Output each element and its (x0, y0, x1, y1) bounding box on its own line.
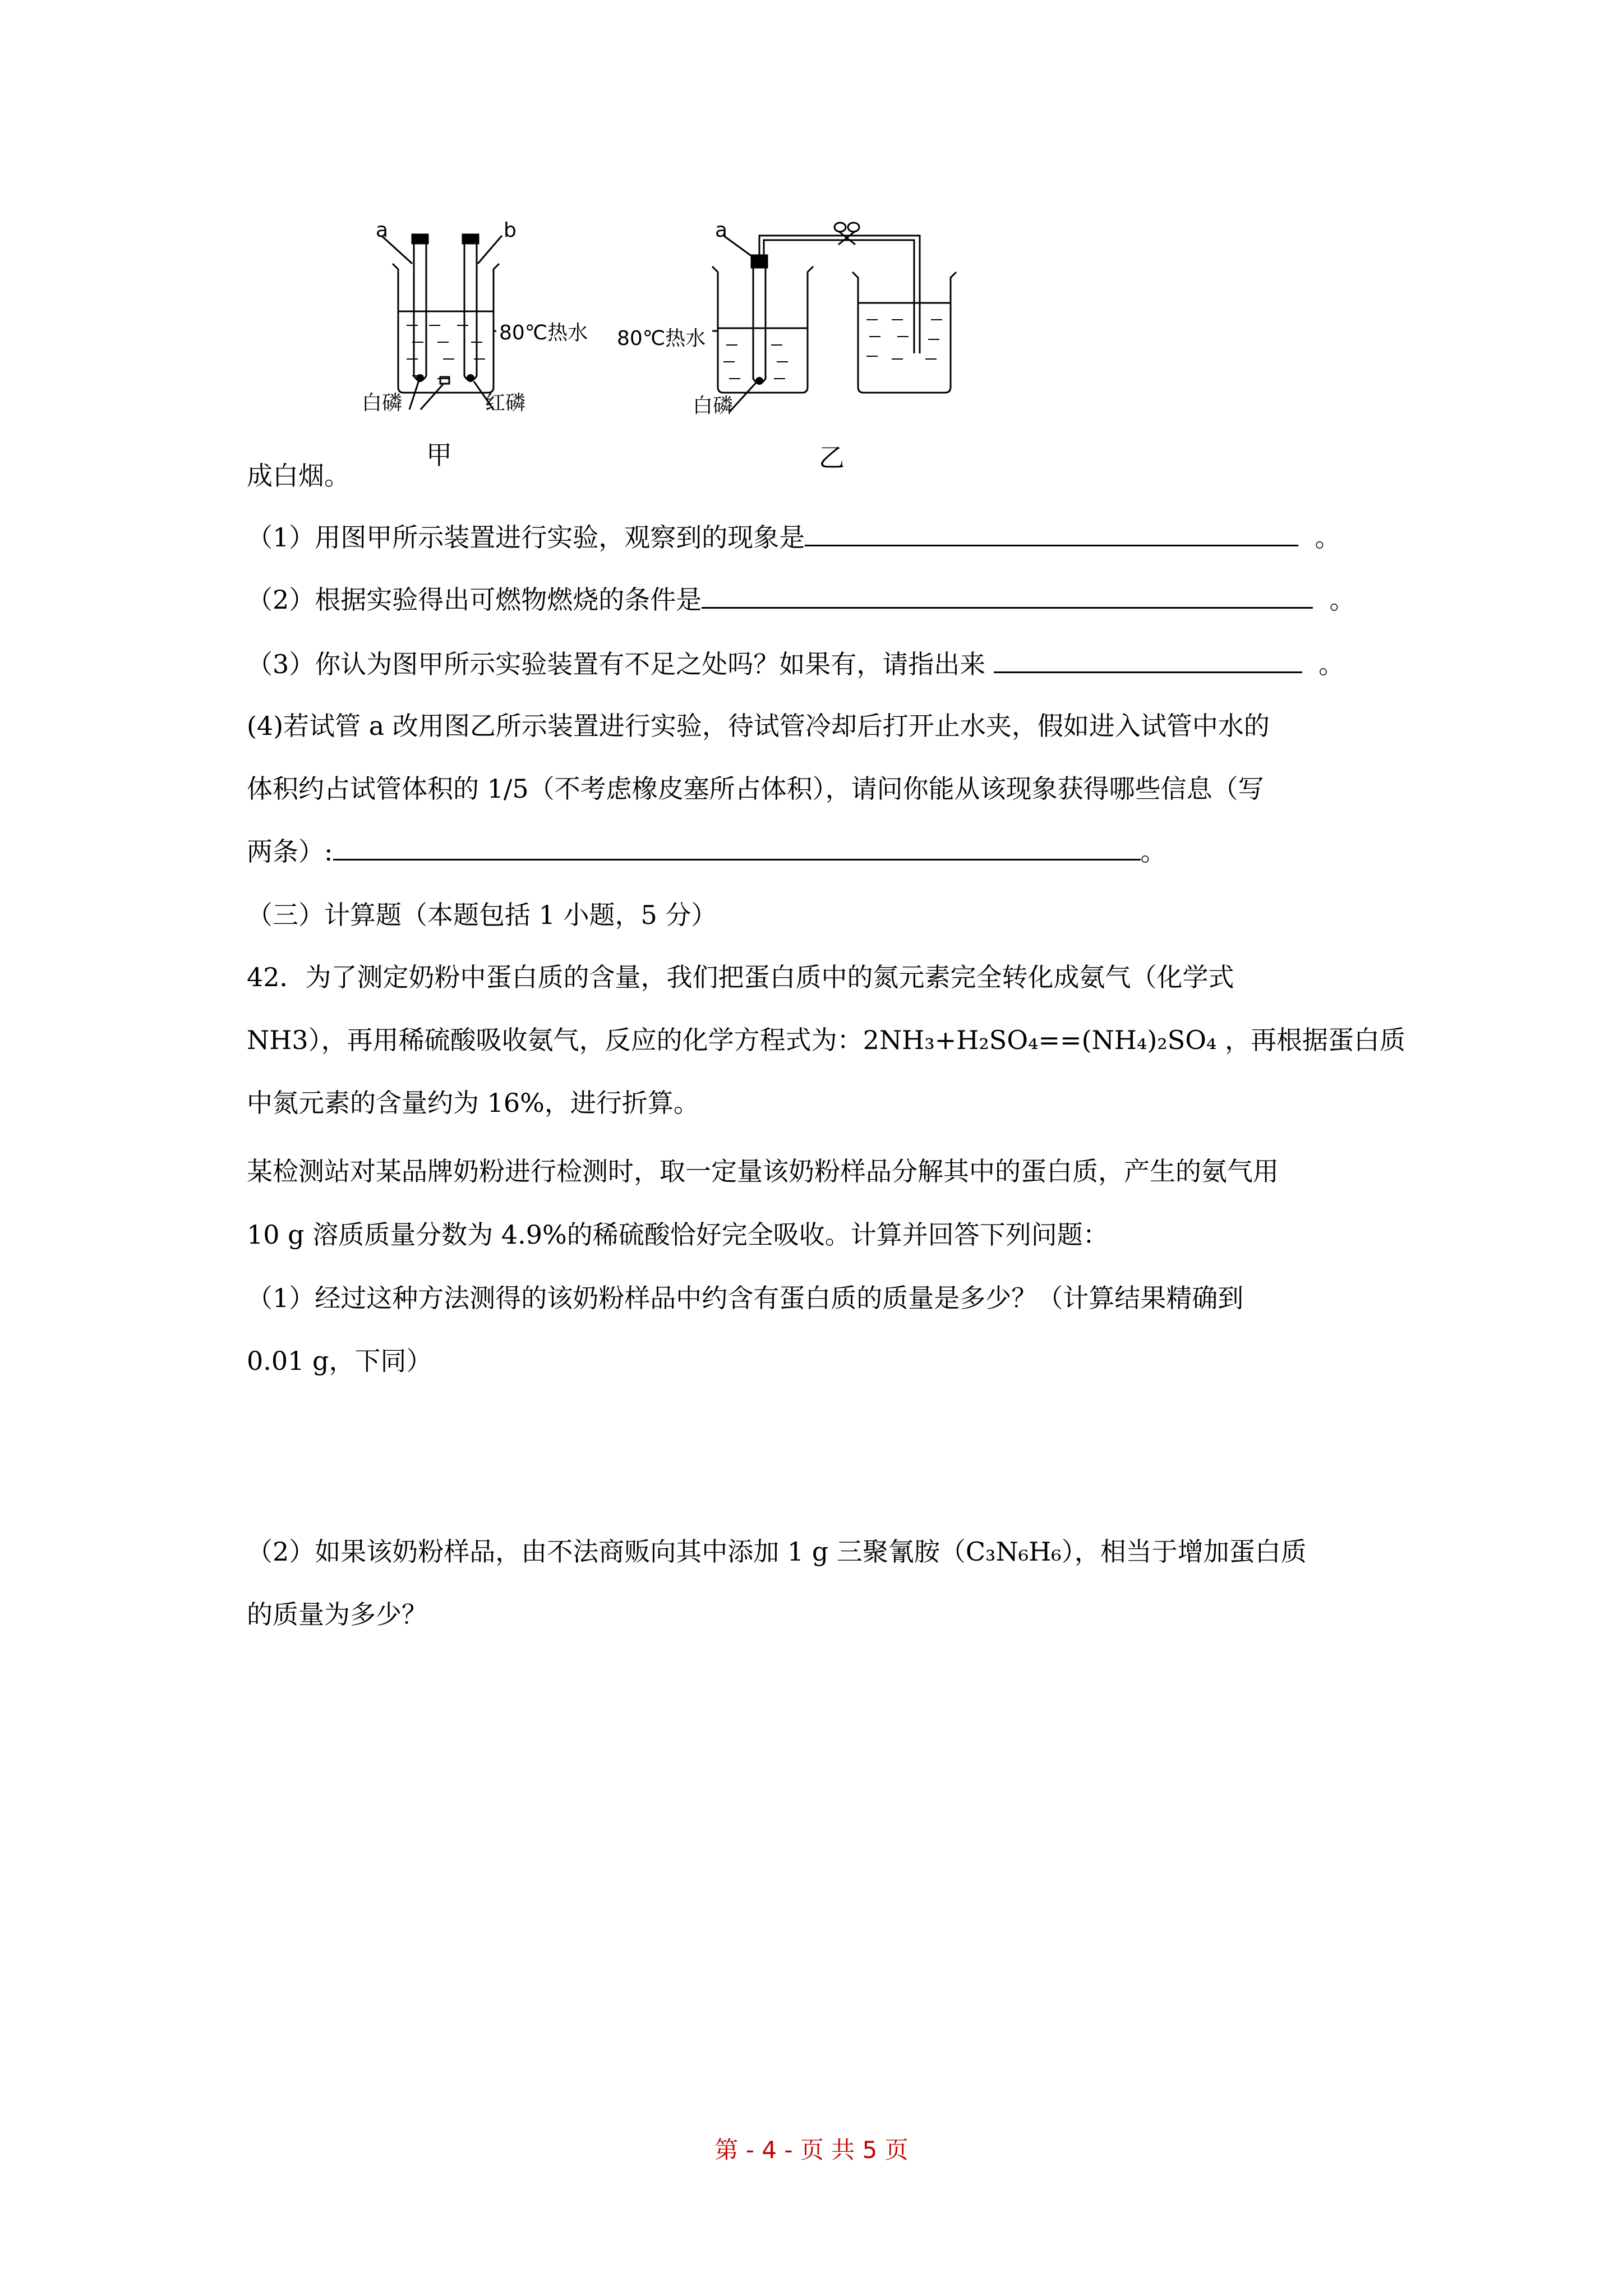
question-2 (247, 579, 1355, 616)
answer-blank-4[interactable] (333, 833, 1141, 861)
question-42-line-d: 某检测站对某品牌奶粉进行检测时，取一定量该奶粉样品分解其中的蛋白质，产生的氨气用 (247, 1156, 1279, 1186)
question-42-part-2-line-b: 的质量为多少？ (247, 1599, 427, 1630)
question-42-line-b (247, 1020, 1405, 1057)
jia-tube-a-label: a (376, 219, 389, 242)
answer-blank-1[interactable] (805, 519, 1298, 546)
jia-white-phosphorus-label: 白磷 (362, 392, 403, 415)
question-42-part-2-text-2: ），相当于增加蛋白质 (1061, 1536, 1307, 1567)
question-42-part-1-line-b: 0.01 g，下同） (247, 1346, 432, 1376)
question-3-end: 。 (1318, 649, 1345, 679)
question-4-line-a: (4)若试管 a 改用图乙所示装置进行实验，待试管冷却后打开止水夹，假如进入试管中水的 (247, 711, 1270, 741)
answer-blank-3[interactable] (994, 646, 1302, 673)
question-42-line-a: 42．为了测定奶粉中蛋白质的含量，我们把蛋白质中的氮元素完全转化成氨气（化学式 (247, 962, 1234, 992)
melamine-formula: C₃N₆H₆ (965, 1536, 1062, 1567)
answer-blank-2[interactable] (702, 581, 1313, 609)
question-42-text-b1: NH3），再用稀硫酸吸收氨气，反应的化学方程式为： (247, 1025, 863, 1055)
question-1-end: 。 (1315, 522, 1341, 553)
chemical-equation: 2NH₃+H₂SO₄==(NH₄)₂SO₄ (863, 1025, 1217, 1055)
jia-water-label: 80℃热水 (499, 321, 588, 344)
question-2-text: （2）根据实验得出可燃物燃烧的条件是 (247, 585, 702, 615)
yi-beaker-right (852, 272, 956, 393)
question-3 (247, 644, 1344, 681)
page-footer: 第 - 4 - 页 共 5 页 (714, 2136, 909, 2164)
text-line-0: 成白烟。 (247, 461, 350, 491)
jia-tube-b-label: b (504, 219, 517, 242)
yi-white-phosphorus-label: 白磷 (693, 394, 734, 417)
question-1 (247, 517, 1341, 554)
question-42-line-e: 10 g 溶质质量分数为 4.9%的稀硫酸恰好完全吸收。计算并回答下列问题： (247, 1220, 1109, 1250)
question-4-line-b: 体积约占试管体积的 1/5（不考虑橡皮塞所占体积），请问你能从该现象获得哪些信息（写 (247, 774, 1264, 804)
yi-beaker-left (712, 266, 813, 393)
question-42-part-2-line-a (247, 1531, 1307, 1568)
question-2-end: 。 (1329, 585, 1355, 615)
question-4-colon: : (324, 836, 333, 867)
section-3-heading: （三）计算题（本题包括 1 小题，5 分） (247, 900, 717, 930)
jia-beaker (393, 264, 499, 393)
yi-caption: 乙 (819, 443, 845, 473)
question-42-text-b2: ，再根据蛋白质 (1225, 1025, 1405, 1055)
question-4-end: 。 (1140, 836, 1166, 867)
question-4-line-c (247, 831, 1166, 868)
question-42-part-2-text-1: （2）如果该奶粉样品，由不法商贩向其中添加 1 g 三聚氰胺（ (247, 1536, 966, 1567)
question-4-text: 两条） (247, 836, 324, 867)
yi-water-label: 80℃热水 (617, 327, 706, 350)
question-1-text: （1）用图甲所示装置进行实验，观察到的现象是 (247, 522, 805, 553)
yi-tube-a-label: a (715, 219, 728, 242)
question-42-part-1-line-a: （1）经过这种方法测得的该奶粉样品中约含有蛋白质的质量是多少？（计算结果精确到 (247, 1283, 1244, 1313)
question-3-text: （3）你认为图甲所示实验装置有不足之处吗？如果有，请指出来 (247, 649, 986, 679)
question-42-line-c: 中氮元素的含量约为 16%，进行折算。 (247, 1088, 699, 1118)
jia-red-phosphorus-label: 红磷 (485, 392, 526, 415)
jia-caption: 甲 (426, 440, 452, 470)
experiment-figure (359, 219, 965, 471)
